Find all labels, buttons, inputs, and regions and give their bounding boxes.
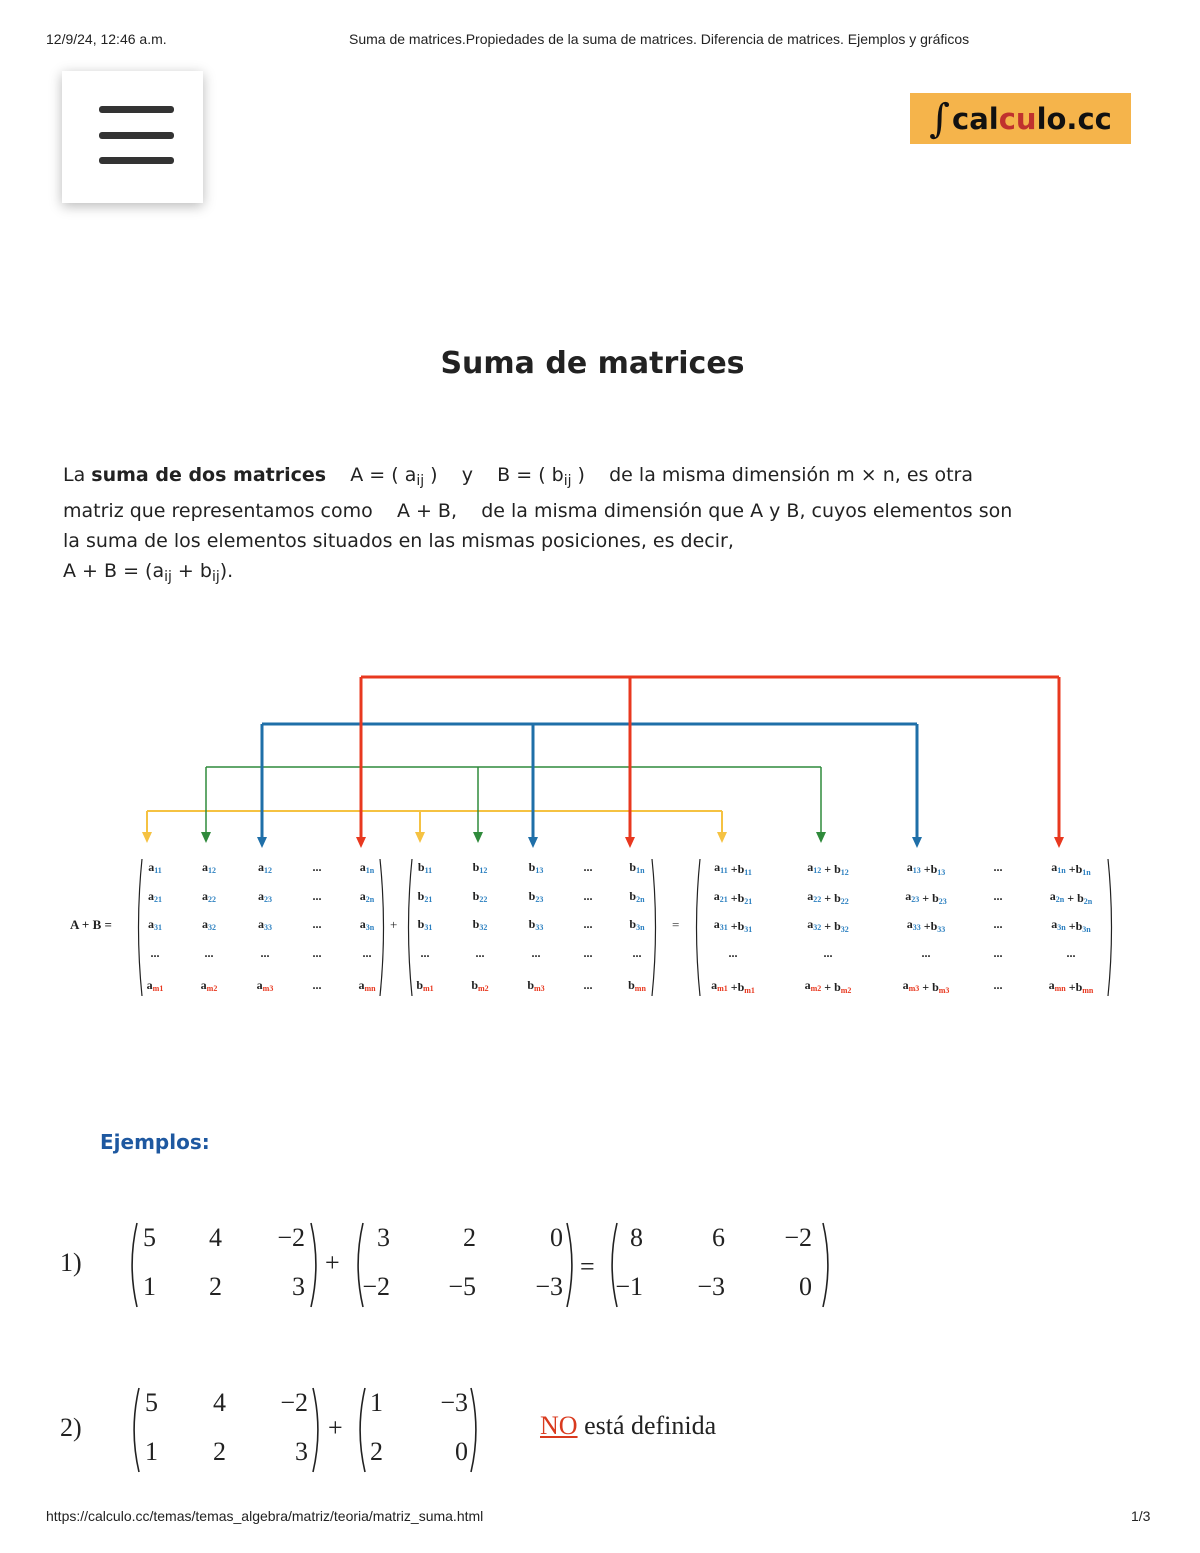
- matrix-cell: 2: [213, 1437, 226, 1466]
- matrix-sum-cell: a31 +b31: [713, 917, 753, 934]
- matrix-sum-cell: a23 + b23: [905, 889, 947, 906]
- right-parenthesis: [823, 1223, 828, 1307]
- matrix-cell: 1: [370, 1388, 383, 1417]
- left-parenthesis: [134, 1388, 139, 1472]
- arrow-head: [257, 837, 267, 848]
- operator: +: [328, 1413, 343, 1442]
- matrix-a-cell: am1: [146, 978, 164, 993]
- matrix-sum-cell: ...: [728, 946, 738, 960]
- left-parenthesis: [697, 859, 701, 996]
- page-heading: Suma de matrices: [440, 346, 745, 381]
- matrix-a-cell: am2: [200, 978, 218, 993]
- matrix-sum-cell: ...: [993, 946, 1003, 960]
- matrix-b-cell: ...: [583, 946, 593, 960]
- example-1: [60, 1215, 860, 1315]
- hamburger-icon-bar-1: [99, 106, 174, 113]
- matrix-cell: −5: [448, 1272, 476, 1301]
- matrix-cell: 2: [209, 1272, 222, 1301]
- matrix-sum-cell: am2 + bm2: [804, 978, 852, 995]
- arrow-head: [528, 837, 538, 848]
- matrix-sum-cell: amn +bmn: [1048, 978, 1094, 995]
- print-date: 12/9/24, 12:46 a.m.: [46, 31, 167, 47]
- matrix-cell: 1: [145, 1437, 158, 1466]
- matrix-sum-cell: ...: [993, 917, 1003, 931]
- arrow-head: [625, 837, 635, 848]
- matrix-b-cell: ...: [475, 946, 485, 960]
- diagram-plus: +: [390, 917, 398, 932]
- matrix-a-cell: a32: [202, 917, 216, 932]
- matrix-b-cell: ...: [583, 889, 593, 903]
- matrix-b-cell: ...: [632, 946, 642, 960]
- arrow-head: [816, 832, 826, 843]
- matrix-cell: −2: [277, 1223, 305, 1252]
- matrix-a-cell: ...: [312, 889, 322, 903]
- arrow-head: [142, 832, 152, 843]
- matrix-a-cell: a33: [258, 917, 272, 932]
- matrix-b-cell: b3n: [629, 917, 645, 932]
- example-label: 1): [60, 1248, 82, 1277]
- matrix-cell: 2: [370, 1437, 383, 1466]
- matrix-a-cell: a11: [148, 860, 162, 875]
- matrix-cell: −2: [280, 1388, 308, 1417]
- matrix-cell: 3: [377, 1223, 390, 1252]
- example-label: 2): [60, 1413, 82, 1442]
- integral-icon: ∫: [929, 95, 951, 142]
- matrix-sum-cell: a3n +b3n: [1051, 917, 1091, 934]
- arrow-head: [717, 832, 727, 843]
- matrix-cell: 8: [630, 1223, 643, 1252]
- matrix-b-cell: b21: [417, 889, 433, 904]
- matrix-b-cell: b11: [417, 860, 433, 875]
- right-parenthesis: [652, 859, 656, 996]
- matrix-cell: −3: [535, 1272, 563, 1301]
- arrow-head: [201, 832, 211, 843]
- matrix-sum-cell: ...: [993, 889, 1003, 903]
- matrix-cell: 4: [213, 1388, 226, 1417]
- matrix-b-cell: b2n: [629, 889, 645, 904]
- matrix-b-cell: ...: [583, 978, 593, 992]
- matrix-b-cell: bm1: [416, 978, 434, 993]
- matrix-sum-cell: a33 +b33: [906, 917, 946, 934]
- matrix-b-cell: ...: [583, 860, 593, 874]
- left-parenthesis: [139, 859, 143, 996]
- matrix-sum-cell: a2n + b2n: [1049, 889, 1093, 906]
- arrow-head: [415, 832, 425, 843]
- matrix-sum-cell: ...: [823, 946, 833, 960]
- operator: =: [580, 1252, 595, 1281]
- diagram-lhs: A + B =: [70, 917, 112, 932]
- matrix-sum-cell: am1 +bm1: [711, 978, 755, 995]
- not-defined-note: NO está definida: [540, 1411, 717, 1440]
- matrix-a-cell: am3: [256, 978, 274, 993]
- right-parenthesis: [567, 1223, 572, 1307]
- matrix-sum-cell: a12 + b12: [807, 860, 849, 877]
- arrow-head: [1054, 837, 1064, 848]
- matrix-cell: −2: [362, 1272, 390, 1301]
- matrix-a-cell: a21: [148, 889, 162, 904]
- matrix-a-cell: ...: [312, 978, 322, 992]
- matrix-cell: −3: [440, 1388, 468, 1417]
- matrix-b-cell: b1n: [629, 860, 645, 875]
- matrix-b-cell: b31: [417, 917, 433, 932]
- example-2: [60, 1380, 860, 1480]
- matrix-sum-cell: ...: [993, 860, 1003, 874]
- matrix-b-cell: b33: [528, 917, 544, 932]
- matrix-cell: 0: [550, 1223, 563, 1252]
- right-parenthesis: [471, 1388, 476, 1472]
- matrix-cell: 0: [799, 1272, 812, 1301]
- matrix-a-cell: a2n: [359, 889, 375, 904]
- logo-text: calculo.cc: [952, 101, 1112, 136]
- matrix-sum-cell: a13 +b13: [906, 860, 946, 877]
- right-parenthesis: [311, 1223, 316, 1307]
- matrix-a-cell: a23: [258, 889, 272, 904]
- matrix-b-cell: b23: [528, 889, 544, 904]
- matrix-sum-cell: a22 + b22: [807, 889, 849, 906]
- arrow-yellow: [147, 811, 722, 833]
- matrix-cell: 3: [292, 1272, 305, 1301]
- right-parenthesis: [313, 1388, 318, 1472]
- matrix-cell: 1: [143, 1272, 156, 1301]
- arrow-head: [912, 837, 922, 848]
- matrix-b-cell: ...: [531, 946, 541, 960]
- left-parenthesis: [360, 1388, 365, 1472]
- matrix-a-cell: a1n: [359, 860, 375, 875]
- matrix-a-cell: a22: [202, 889, 216, 904]
- example-2-matrices: [60, 1380, 540, 1480]
- matrix-sum-cell: ...: [1066, 946, 1076, 960]
- right-parenthesis: [380, 859, 384, 996]
- matrix-b-cell: ...: [583, 917, 593, 931]
- hamburger-icon-bar-2: [99, 132, 174, 139]
- matrix-cell: −1: [615, 1272, 643, 1301]
- hamburger-icon-bar-3: [99, 157, 174, 164]
- matrix-sum-cell: am3 + bm3: [902, 978, 950, 995]
- matrix-b-cell: bmn: [628, 978, 646, 993]
- matrix-sum-cell: ...: [993, 978, 1003, 992]
- matrix-cell: −2: [784, 1223, 812, 1252]
- matrix-sum-cell: a21 +b21: [713, 889, 753, 906]
- matrix-cell: 5: [145, 1388, 158, 1417]
- left-parenthesis: [409, 859, 413, 996]
- matrix-cell: 4: [209, 1223, 222, 1252]
- matrix-a-cell: a31: [148, 917, 162, 932]
- print-page-title: Suma de matrices.Propiedades de la suma de matrices. Diferencia de matrices. Ejemplos y gráficos: [349, 31, 970, 47]
- operator: +: [325, 1248, 340, 1277]
- matrix-b-cell: bm3: [527, 978, 545, 993]
- right-parenthesis: [1108, 859, 1112, 996]
- matrix-a-cell: ...: [312, 946, 322, 960]
- matrix-sum-cell: ...: [921, 946, 931, 960]
- matrix-a-cell: ...: [150, 946, 160, 960]
- matrix-cell: 5: [143, 1223, 156, 1252]
- matrix-b-cell: ...: [420, 946, 430, 960]
- matrix-b-cell: b13: [528, 860, 544, 875]
- diagram-equals: =: [672, 917, 680, 932]
- matrix-sum-diagram: [60, 660, 1140, 1005]
- matrix-a-cell: ...: [260, 946, 270, 960]
- matrix-a-cell: a12: [258, 860, 272, 875]
- arrow-head: [473, 832, 483, 843]
- left-parenthesis: [132, 1223, 137, 1307]
- matrix-a-cell: ...: [204, 946, 214, 960]
- matrix-cell: 3: [295, 1437, 308, 1466]
- matrix-cell: −3: [697, 1272, 725, 1301]
- matrix-sum-cell: a32 + b32: [807, 917, 849, 934]
- matrix-sum-cell: a1n +b1n: [1051, 860, 1091, 877]
- print-page-number: 1/3: [1131, 1508, 1151, 1524]
- matrix-cell: 6: [712, 1223, 725, 1252]
- matrix-a-cell: a3n: [359, 917, 375, 932]
- arrow-head: [356, 837, 366, 848]
- matrix-cell: 2: [463, 1223, 476, 1252]
- menu-button[interactable]: [62, 71, 203, 203]
- matrix-sum-cell: a11 +b11: [714, 860, 752, 877]
- arrow-green: [206, 767, 821, 833]
- matrix-a-cell: ...: [362, 946, 372, 960]
- examples-heading: Ejemplos:: [100, 1130, 210, 1154]
- definition-paragraph: La suma de dos matrices A = ( $a_{ij}$ ) y B = ( $b_{ij}$ ) de la misma dimensión m × n, es otra matriz que representamos como A + B, de la misma dimensión que A y B, cuyos elementos son la suma de los elementos situados en las mismas posiciones, es decir, $A + B = (a_{ij} + b_{ij})$.: [63, 464, 1013, 585]
- matrix-b-cell: b32: [472, 917, 488, 932]
- matrix-a-cell: ...: [312, 917, 322, 931]
- matrix-cell: 0: [455, 1437, 468, 1466]
- matrix-a-cell: ...: [312, 860, 322, 874]
- matrix-a-cell: a12: [202, 860, 216, 875]
- site-logo[interactable]: [910, 93, 1131, 144]
- arrow-red: [361, 677, 1059, 838]
- matrix-b-cell: bm2: [471, 978, 489, 993]
- matrix-a-cell: amn: [358, 978, 376, 993]
- matrix-b-cell: b12: [472, 860, 488, 875]
- print-url: https://calculo.cc/temas/temas_algebra/matriz/teoria/matriz_suma.html: [46, 1508, 484, 1524]
- matrix-b-cell: b22: [472, 889, 488, 904]
